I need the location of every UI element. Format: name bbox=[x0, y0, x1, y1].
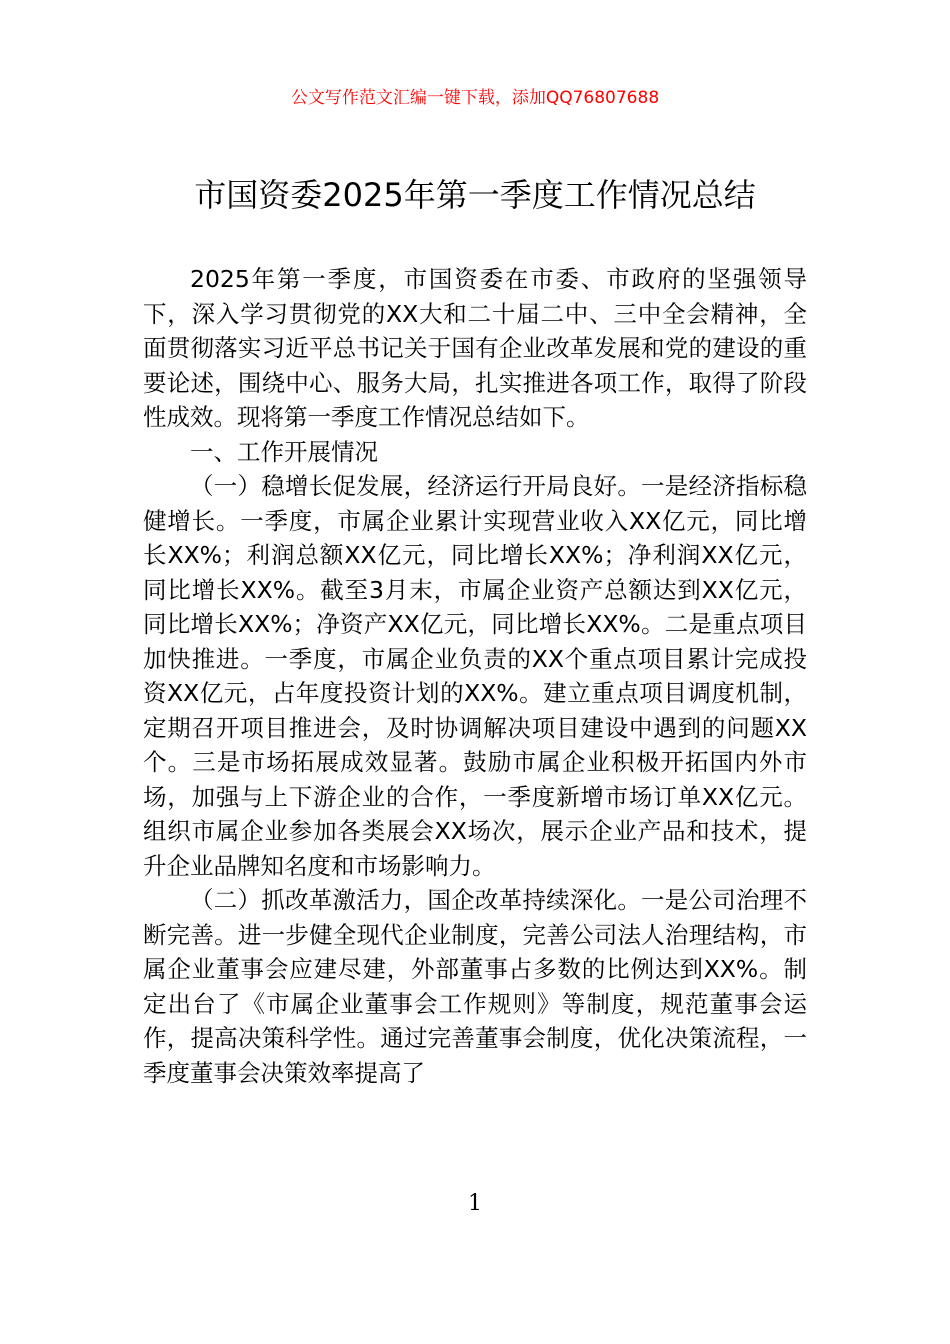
document-title: 市国资委2025年第一季度工作情况总结 bbox=[194, 176, 756, 214]
page-number: 1 bbox=[468, 1191, 482, 1216]
body-paragraph: （一）稳增长促发展，经济运行开局良好。一是经济指标稳健增长。一季度，市属企业累计实现营业收入XX亿元，同比增长XX%；利润总额XX亿元，同比增长XX%；净利润XX亿元，同比增长XX%。截至3月末，市属企业资产总额达到XX亿元，同比增长XX%；净资产XX亿元，同比增长XX%。二是重点项目加快推进。一季度，市属企业负责的XX个重点项目累计完成投资XX亿元，占年度投资计划的XX%。建立重点项目调度机制，定期召开项目推进会，及时协调解决项目建设中遇到的问题XX个。三是市场拓展成效显著。鼓励市属企业积极开拓国内外市场，加强与上下游企业的合作，一季度新增市场订单XX亿元。组织市属企业参加各类展会XX场次，展示企业产品和技术，提升企业品牌知名度和市场影响力。 bbox=[143, 472, 807, 880]
intro-paragraph: 2025年第一季度，市国资委在市委、市政府的坚强领导下，深入学习贯彻党的XX大和二十届二中、三中全会精神，全面贯彻落实习近平总书记关于国有企业改革发展和党的建设的重要论述，围绕中心、服务大局，扎实推进各项工作，取得了阶段性成效。现将第一季度工作情况总结如下。 bbox=[143, 265, 807, 431]
section-heading: 一、工作开展情况 bbox=[190, 437, 378, 466]
document-body bbox=[143, 262, 807, 1090]
body-paragraph: （二）抓改革激活力，国企改革持续深化。一是公司治理不断完善。进一步健全现代企业制度，完善公司法人治理结构，市属企业董事会应建尽建，外部董事占多数的比例达到XX%。制定出台了《市属企业董事会工作规则》等制度，规范董事会运作，提高决策科学性。通过完善董事会制度，优化决策流程，一季度董事会决策效率提高了 bbox=[143, 886, 807, 1087]
header-download-note: 公文写作范文汇编一键下载，添加QQ76807688 bbox=[290, 88, 660, 108]
